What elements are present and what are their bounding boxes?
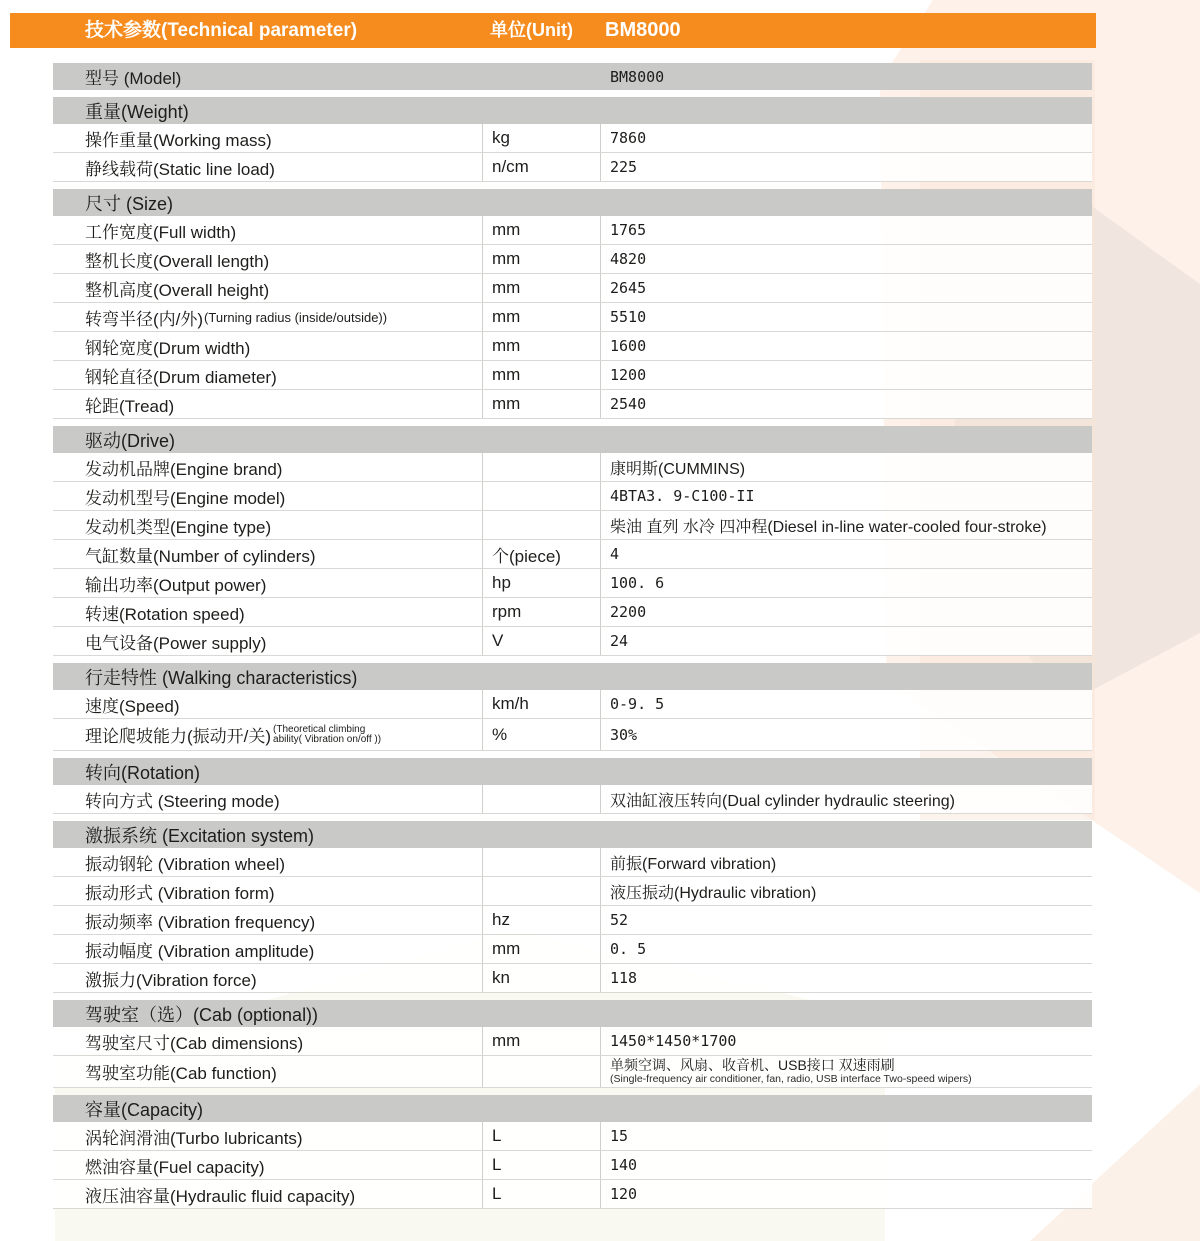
- param-value: 1765: [610, 221, 647, 239]
- param-unit: L: [492, 1126, 502, 1145]
- param-value: 柴油 直列 水冷 四冲程(Diesel in-line water-cooled four-stroke): [610, 518, 1047, 536]
- table-row: [53, 785, 1092, 814]
- table-row: [53, 216, 1092, 245]
- section-row: [53, 1000, 1092, 1027]
- table-row: [53, 274, 1092, 303]
- param-value: 1200: [610, 366, 647, 384]
- param-value: 7860: [610, 129, 647, 147]
- param-label: 驾驶室功能(Cab function): [85, 1064, 277, 1083]
- param-label: 静线载荷(Static line load): [85, 159, 275, 179]
- param-label: 振动频率 (Vibration frequency): [85, 912, 316, 932]
- param-value: 双油缸液压转向(Dual cylinder hydraulic steering): [610, 792, 955, 810]
- param-unit: rpm: [492, 602, 522, 621]
- param-value: BM8000: [610, 67, 665, 86]
- param-label: 操作重量(Working mass): [85, 130, 272, 150]
- param-value: 单频空调、风扇、收音机、USB接口 双速雨刷 (Single-frequency air conditioner, fan, radio, USB interface Two-speed wipers): [610, 1057, 972, 1085]
- table-row: [53, 1122, 1092, 1151]
- param-unit: %: [492, 724, 508, 744]
- param-unit: V: [492, 631, 504, 650]
- table-row: [53, 1151, 1092, 1180]
- table-row: [53, 964, 1092, 993]
- param-unit: hp: [492, 573, 511, 592]
- model-row: [53, 63, 1092, 90]
- param-unit: 个(piece): [492, 546, 561, 566]
- section-label: 驱动(Drive): [85, 430, 175, 451]
- param-label: 振动钢轮 (Vibration wheel): [85, 854, 285, 874]
- param-unit: n/cm: [492, 157, 529, 176]
- table-row: [53, 598, 1092, 627]
- table-row: [53, 1056, 1092, 1088]
- param-unit: mm: [492, 1031, 521, 1050]
- param-value: 0-9. 5: [610, 695, 665, 713]
- table-row: [53, 332, 1092, 361]
- param-value: 100. 6: [610, 574, 665, 592]
- param-unit: mm: [492, 939, 521, 958]
- table-row: [53, 303, 1092, 332]
- table-row: [53, 935, 1092, 964]
- param-label: 燃油容量(Fuel capacity): [85, 1157, 265, 1177]
- param-label: 转向方式 (Steering mode): [85, 791, 280, 811]
- section-row: [53, 189, 1092, 216]
- table-row: [53, 627, 1092, 656]
- param-value: 1600: [610, 337, 647, 355]
- section-label: 尺寸 (Size): [85, 193, 174, 214]
- param-value: 0. 5: [610, 940, 647, 958]
- param-unit: L: [492, 1155, 502, 1174]
- table-row: [53, 511, 1092, 540]
- param-label: 轮距(Tread): [85, 396, 175, 416]
- param-label: 振动形式 (Vibration form): [85, 883, 275, 903]
- section-label: 行走特性 (Walking characteristics): [85, 667, 358, 688]
- param-label: 速度(Speed): [85, 696, 180, 716]
- table-row: [53, 245, 1092, 274]
- param-value: 15: [610, 1127, 629, 1145]
- param-label: 液压油容量(Hydraulic fluid capacity): [85, 1186, 356, 1206]
- param-unit: mm: [492, 336, 521, 355]
- param-value: 2200: [610, 603, 647, 621]
- table-row: [53, 719, 1092, 751]
- param-value: 液压振动(Hydraulic vibration): [610, 884, 817, 902]
- param-unit: mm: [492, 307, 521, 326]
- table-row: [53, 540, 1092, 569]
- table-row: [53, 906, 1092, 935]
- param-label: 整机高度(Overall height): [85, 280, 270, 300]
- param-value: 120: [610, 1185, 638, 1203]
- param-value: 52: [610, 911, 629, 929]
- section-row: [53, 426, 1092, 453]
- param-label: 理论爬坡能力(振动开/关) (Theoretical climbing ability( Vibration on/off )): [85, 723, 382, 746]
- table-row: [53, 482, 1092, 511]
- header-unit-label: 单位(Unit): [490, 20, 573, 40]
- table-row: [53, 453, 1092, 482]
- param-unit: km/h: [492, 694, 529, 713]
- table-row: [53, 877, 1092, 906]
- section-row: [53, 758, 1092, 785]
- section-label: 容量(Capacity): [85, 1099, 204, 1120]
- table-row: [53, 1027, 1092, 1056]
- param-label: 发动机型号(Engine model): [85, 488, 286, 508]
- param-unit: mm: [492, 365, 521, 384]
- param-value: 2540: [610, 395, 647, 413]
- param-label: 转速(Rotation speed): [85, 604, 245, 624]
- param-unit: hz: [492, 910, 510, 929]
- param-unit: mm: [492, 278, 521, 297]
- param-unit: mm: [492, 249, 521, 268]
- table-row: [53, 361, 1092, 390]
- param-unit: mm: [492, 220, 521, 239]
- table-row: [53, 690, 1092, 719]
- param-label: 整机长度(Overall length): [85, 251, 270, 271]
- table-row: [53, 124, 1092, 153]
- table-row: [53, 569, 1092, 598]
- param-label: 发动机品牌(Engine brand): [85, 459, 283, 479]
- param-label: 工作宽度(Full width): [85, 222, 237, 242]
- param-label: 钢轮宽度(Drum width): [85, 338, 251, 358]
- param-label: 涡轮润滑油(Turbo lubricants): [85, 1128, 303, 1148]
- param-unit: mm: [492, 394, 521, 413]
- param-label: 发动机类型(Engine type): [85, 517, 272, 537]
- section-label: 重量(Weight): [85, 101, 189, 122]
- section-label: 转向(Rotation): [85, 762, 201, 783]
- param-unit: kn: [492, 968, 510, 987]
- section-row: [53, 663, 1092, 690]
- table-row: [53, 390, 1092, 419]
- param-label: 型号 (Model): [85, 69, 182, 88]
- param-value: 康明斯(CUMMINS): [610, 460, 746, 478]
- param-value: 4BTA3. 9-C100-II: [610, 487, 755, 505]
- param-value: 4820: [610, 250, 647, 268]
- table-header-bar: [10, 13, 1096, 48]
- param-label: 输出功率(Output power): [85, 575, 267, 595]
- param-value: 118: [610, 969, 638, 987]
- header-model-name: BM8000: [605, 19, 681, 41]
- section-label: 激振系统 (Excitation system): [85, 825, 315, 846]
- param-value: 前振(Forward vibration): [610, 855, 777, 873]
- param-label: 转弯半径(内/外) (Turning radius (inside/outside)): [85, 309, 388, 329]
- param-label: 气缸数量(Number of cylinders): [85, 546, 316, 566]
- section-row: [53, 1095, 1092, 1122]
- param-label: 电气设备(Power supply): [85, 633, 267, 653]
- param-unit: L: [492, 1184, 502, 1203]
- table-row: [53, 1180, 1092, 1209]
- param-label: 激振力(Vibration force): [85, 970, 257, 990]
- table-row: [53, 848, 1092, 877]
- table-row: [53, 153, 1092, 182]
- param-value: 140: [610, 1156, 638, 1174]
- param-value: 2645: [610, 279, 647, 297]
- param-value: 24: [610, 632, 629, 650]
- spec-table: [53, 63, 1092, 1209]
- param-label: 驾驶室尺寸(Cab dimensions): [85, 1033, 304, 1053]
- param-value: 5510: [610, 308, 647, 326]
- section-row: [53, 821, 1092, 848]
- header-title: 技术参数(Technical parameter): [85, 20, 358, 41]
- param-value: 1450*1450*1700: [610, 1032, 737, 1050]
- param-label: 振动幅度 (Vibration amplitude): [85, 941, 315, 961]
- param-value: 30%: [610, 725, 638, 744]
- param-value: 4: [610, 545, 620, 563]
- param-label: 钢轮直径(Drum diameter): [85, 367, 277, 387]
- section-row: [53, 97, 1092, 124]
- param-unit: kg: [492, 128, 510, 147]
- section-label: 驾驶室（选）(Cab (optional)): [85, 1004, 319, 1025]
- param-value: 225: [610, 158, 638, 176]
